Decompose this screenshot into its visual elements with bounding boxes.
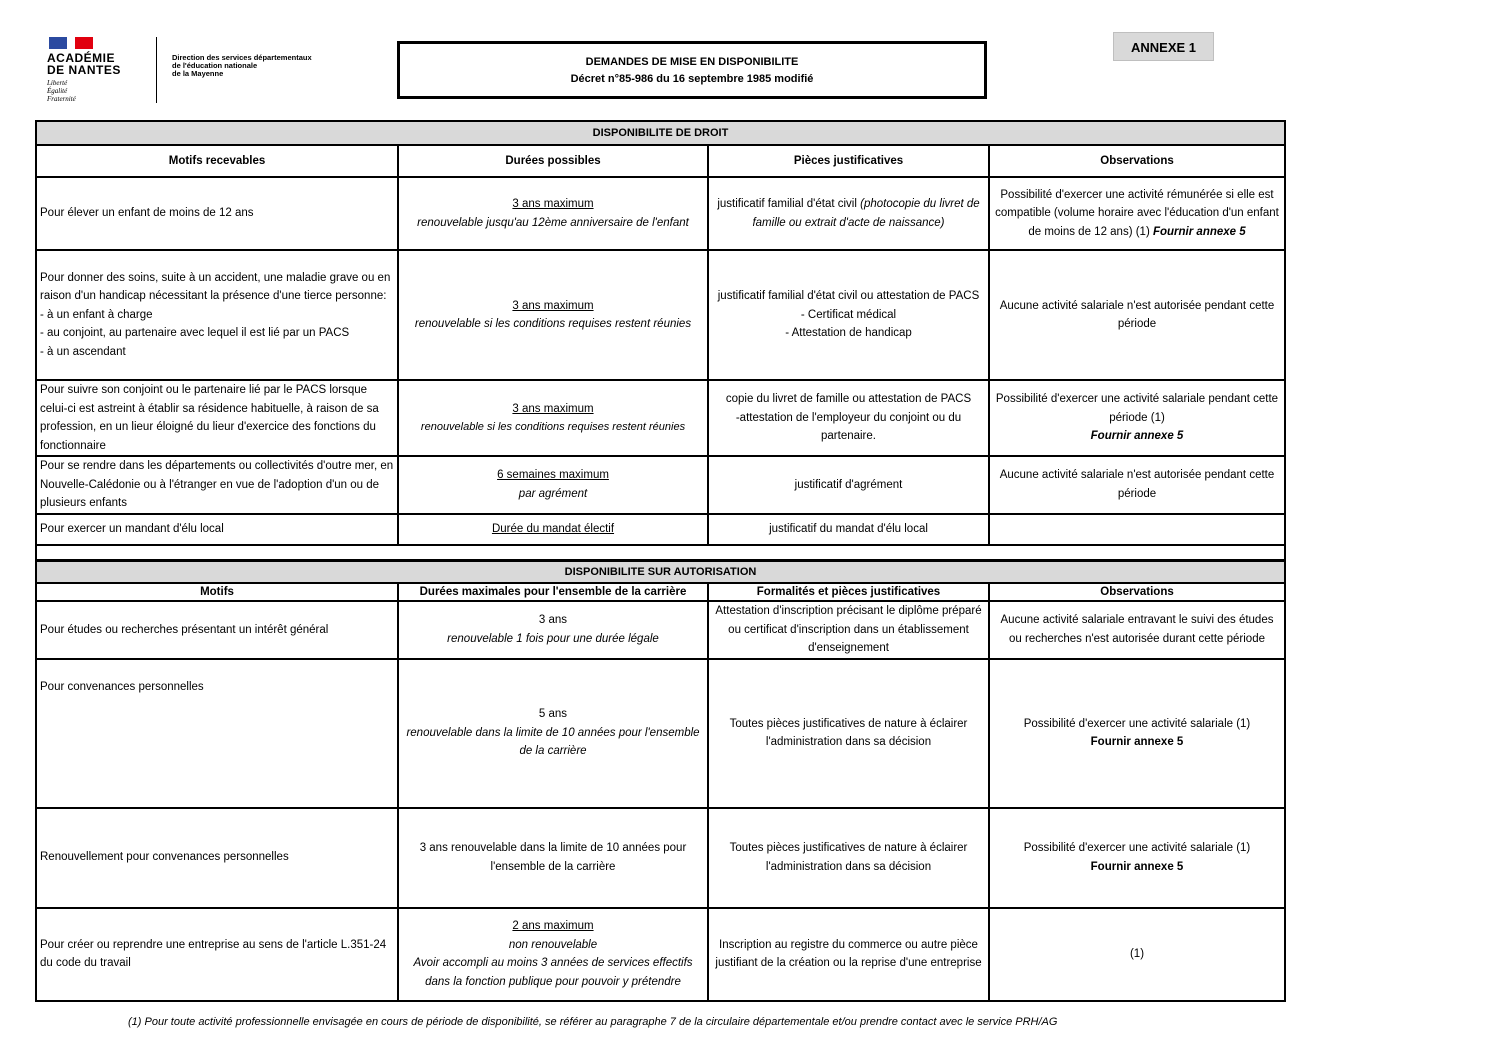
pieces-cell <box>708 250 989 380</box>
obs-annexe: Fournir annexe 5 <box>1090 430 1184 443</box>
logo-divider <box>156 37 157 103</box>
document-title: DEMANDES DE MISE EN DISPONIBILITE <box>585 56 799 68</box>
motto <box>47 79 76 103</box>
duree-detail: par agrément <box>518 487 588 500</box>
motif-cell: Pour élever un enfant de moins de 12 ans <box>36 177 398 250</box>
motif-line: - à un ascendant <box>40 345 126 358</box>
academie-line2: DE NANTES <box>47 63 121 77</box>
spacer-row <box>36 545 1285 561</box>
duree-cell <box>398 250 708 380</box>
pieces-cell: Toutes pièces justificatives de nature à éclairer l'administration dans sa décision <box>708 659 989 808</box>
observations-cell: (1) <box>989 908 1285 1001</box>
obs-text: Possibilité d'exercer une activité rémunérée si elle est compatible (volume horaire avec l'éducation d'un enfant de moins de 12 ans) (1) <box>995 188 1279 238</box>
table-row <box>36 380 1285 456</box>
pieces-cell <box>708 380 989 456</box>
obs-text: Possibilité d'exercer une activité salariale pendant cette période (1) <box>995 393 1279 424</box>
table-row <box>36 250 1285 380</box>
direction-line: de la Mayenne <box>172 69 224 78</box>
duree-cell <box>398 456 708 514</box>
duree-detail: renouvelable si les conditions requises restent réunies <box>414 318 692 330</box>
column-header: Observations <box>989 583 1285 601</box>
column-header: Durées possibles <box>398 145 708 177</box>
duree-condition: Avoir accompli au moins 3 années de services effectifs dans la fonction publique pour pouvoir y prétendre <box>413 957 693 988</box>
motif-line: Pour donner des soins, suite à un accident, une maladie grave ou en raison d'un handicap nécessitant la présence d'une tierce personne: <box>40 271 391 303</box>
academie-name <box>47 52 121 76</box>
column-header: Durées maximales pour l'ensemble de la carrière <box>398 583 708 601</box>
duree-cell <box>398 514 708 545</box>
annexe-badge: ANNEXE 1 <box>1113 32 1214 61</box>
duree-cell <box>398 380 708 456</box>
motto-line: Égalité <box>47 87 68 95</box>
obs-text: Possibilité d'exercer une activité salariale (1) <box>1023 842 1251 854</box>
document-title-box <box>397 41 987 99</box>
duree-main: 3 ans maximum <box>512 402 594 415</box>
duree-main: Durée du mandat électif <box>491 522 615 535</box>
header-row <box>36 583 1285 601</box>
table-row <box>36 808 1285 908</box>
column-header: Formalités et pièces justificatives <box>708 583 989 601</box>
pieces-text: justificatif familial d'état civil <box>717 198 861 210</box>
pieces-cell: justificatif d'agrément <box>708 456 989 514</box>
pieces-line: -attestation de l'employeur du conjoint ou du partenaire. <box>735 411 962 443</box>
duree-main: 6 semaines maximum <box>497 469 609 482</box>
duree-cell <box>398 601 708 659</box>
marianne-flag-icon <box>49 37 93 49</box>
observations-cell: Aucune activité salariale n'est autorisée pendant cette période <box>989 250 1285 380</box>
observations-cell <box>989 808 1285 908</box>
motif-cell: Pour exercer un mandant d'élu local <box>36 514 398 545</box>
motif-cell <box>36 250 398 380</box>
table-row <box>36 601 1285 659</box>
pieces-line: - Attestation de handicap <box>785 327 912 340</box>
direction-line: de l'éducation nationale <box>172 61 258 70</box>
table-row <box>36 514 1285 545</box>
observations-cell: Aucune activité salariale entravant le suivi des études ou recherches n'est autorisée durant cette période <box>989 601 1285 659</box>
motif-line: - à un enfant à charge <box>40 308 153 321</box>
obs-annexe: Fournir annexe 5 <box>1090 736 1184 748</box>
spacer-cell <box>36 545 1285 561</box>
duree-detail: renouvelable jusqu'au 12ème anniversaire de l'enfant <box>417 216 689 229</box>
duree-detail: renouvelable 1 fois pour une durée légale <box>447 632 659 645</box>
footnote: (1) Pour toute activité professionnelle envisagée en cours de période de disponibilité, se référer au paragraphe 7 de la circulaire départementale et/ou prendre contact avec le service PRH/AG <box>128 1016 1058 1028</box>
document-subtitle: Décret n°85-986 du 16 septembre 1985 modifié <box>570 73 814 85</box>
pieces-detail: (photocopie du livret de famille ou extrait d'acte de naissance) <box>752 198 980 229</box>
column-header: Motifs recevables <box>36 145 398 177</box>
pieces-line: copie du livret de famille ou attestation de PACS <box>725 393 972 406</box>
section-title-droit: DISPONIBILITE DE DROIT <box>36 121 1285 145</box>
duree-detail: renouvelable si les conditions requises restent réunies <box>420 421 686 433</box>
observations-cell <box>989 380 1285 456</box>
motif-cell: Pour suivre son conjoint ou le partenaire lié par le PACS lorsque celui-ci est astreint à établir sa résidence habituelle, à raison de sa profession, en un lieur éloigné du lieur d'exercice des fonctions du fonctionnaire <box>36 380 398 456</box>
observations-cell <box>989 514 1285 545</box>
motif-line: - au conjoint, au partenaire avec lequel il est lié par un PACS <box>40 327 350 340</box>
duree-cell <box>398 908 708 1001</box>
motto-line: Liberté <box>47 79 68 87</box>
duree-detail: non renouvelable <box>508 938 598 951</box>
motif-cell: Pour études ou recherches présentant un intérêt général <box>36 601 398 659</box>
pieces-cell: Toutes pièces justificatives de nature à éclairer l'administration dans sa décision <box>708 808 989 908</box>
academie-line1: ACADÉMIE <box>47 51 116 65</box>
column-header: Motifs <box>36 583 398 601</box>
duree-main: 3 ans maximum <box>512 198 594 210</box>
duree-main: 3 ans maximum <box>512 299 594 312</box>
observations-cell <box>989 659 1285 808</box>
motif-cell: Pour convenances personnelles <box>36 659 398 808</box>
duree-detail: renouvelable dans la limite de 10 années pour l'ensemble de la carrière <box>406 726 700 758</box>
observations-cell: Aucune activité salariale n'est autorisée pendant cette période <box>989 456 1285 514</box>
pieces-cell <box>708 177 989 250</box>
pieces-cell: Inscription au registre du commerce ou autre pièce justifiant de la création ou la reprise d'une entreprise <box>708 908 989 1001</box>
motif-cell: Pour se rendre dans les départements ou collectivités d'outre mer, en Nouvelle-Calédonie ou à l'étranger en vue de l'adoption d'un ou de plusieurs enfants <box>36 456 398 514</box>
academie-logo <box>47 37 347 107</box>
section-title-autorisation: DISPONIBILITE SUR AUTORISATION <box>36 561 1285 584</box>
obs-annexe: Fournir annexe 5 <box>1152 225 1246 238</box>
obs-annexe: Fournir annexe 5 <box>1090 860 1184 873</box>
table-row <box>36 177 1285 250</box>
direction-line: Direction des services départementaux <box>172 53 312 62</box>
motto-line: Fraternité <box>47 95 76 103</box>
table-row <box>36 659 1285 808</box>
column-header: Pièces justificatives <box>708 145 989 177</box>
duree-cell: 3 ans renouvelable dans la limite de 10 années pour l'ensemble de la carrière <box>398 808 708 908</box>
duree-main: 2 ans maximum <box>512 920 594 932</box>
duree-main: 5 ans <box>538 708 568 721</box>
pieces-line: justificatif familial d'état civil ou attestation de PACS <box>717 290 980 303</box>
direction-text <box>172 54 312 78</box>
obs-text: Possibilité d'exercer une activité salariale (1) <box>1023 717 1251 730</box>
observations-cell <box>989 177 1285 250</box>
motif-cell: Pour créer ou reprendre une entreprise au sens de l'article L.351-24 du code du travail <box>36 908 398 1001</box>
pieces-cell: Attestation d'inscription précisant le diplôme préparé ou certificat d'inscription dans un établissement d'enseignement <box>708 601 989 659</box>
duree-main: 3 ans <box>538 614 568 627</box>
pieces-line: - Certificat médical <box>800 308 897 321</box>
header-row <box>36 145 1285 177</box>
table-row <box>36 908 1285 1001</box>
motif-cell: Renouvellement pour convenances personnelles <box>36 808 398 908</box>
table-row <box>36 456 1285 514</box>
pieces-cell: justificatif du mandat d'élu local <box>708 514 989 545</box>
duree-cell <box>398 659 708 808</box>
column-header: Observations <box>989 145 1285 177</box>
duree-cell <box>398 177 708 250</box>
disponibilite-table <box>35 120 1286 1002</box>
